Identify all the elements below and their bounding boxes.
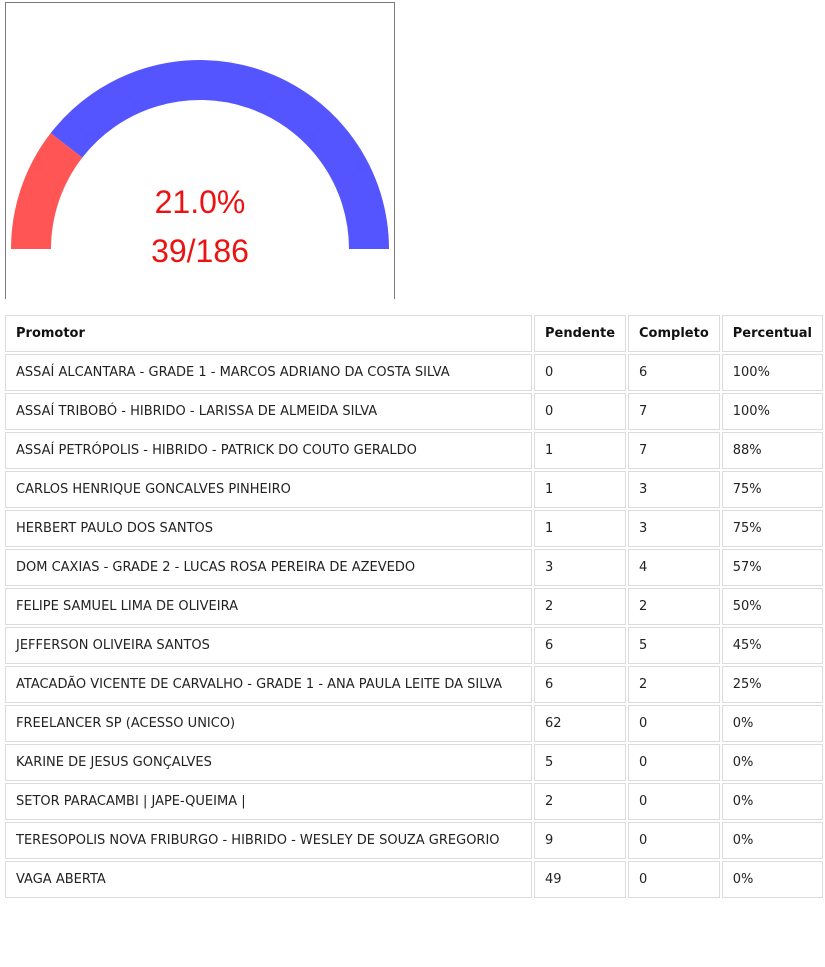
cell-pendente: 2 [534, 588, 626, 625]
cell-completo: 0 [628, 783, 720, 820]
table-row [5, 822, 823, 859]
gauge-chart [5, 2, 395, 299]
cell-percentual: 75% [722, 471, 823, 508]
cell-pendente: 5 [534, 744, 626, 781]
cell-percentual: 0% [722, 822, 823, 859]
cell-completo: 2 [628, 588, 720, 625]
cell-promotor: SETOR PARACAMBI | JAPE-QUEIMA | [5, 783, 532, 820]
cell-pendente: 6 [534, 666, 626, 703]
cell-percentual: 25% [722, 666, 823, 703]
cell-promotor: ATACADÃO VICENTE DE CARVALHO - GRADE 1 - ANA PAULA LEITE DA SILVA [5, 666, 532, 703]
cell-percentual: 100% [722, 354, 823, 391]
cell-promotor: KARINE DE JESUS GONÇALVES [5, 744, 532, 781]
table-row [5, 549, 823, 586]
table-row [5, 744, 823, 781]
cell-pendente: 6 [534, 627, 626, 664]
cell-promotor: JEFFERSON OLIVEIRA SANTOS [5, 627, 532, 664]
cell-promotor: VAGA ABERTA [5, 861, 532, 898]
cell-percentual: 0% [722, 705, 823, 742]
cell-completo: 3 [628, 471, 720, 508]
cell-percentual: 0% [722, 861, 823, 898]
cell-promotor: DOM CAXIAS - GRADE 2 - LUCAS ROSA PEREIRA DE AZEVEDO [5, 549, 532, 586]
table-row [5, 705, 823, 742]
cell-pendente: 1 [534, 432, 626, 469]
cell-pendente: 1 [534, 510, 626, 547]
cell-pendente: 2 [534, 783, 626, 820]
cell-promotor: HERBERT PAULO DOS SANTOS [5, 510, 532, 547]
cell-completo: 0 [628, 744, 720, 781]
cell-percentual: 0% [722, 744, 823, 781]
cell-percentual: 50% [722, 588, 823, 625]
table-row [5, 627, 823, 664]
header-completo: Completo [628, 315, 720, 352]
cell-completo: 7 [628, 393, 720, 430]
table-row [5, 510, 823, 547]
cell-promotor: ASSAÍ PETRÓPOLIS - HIBRIDO - PATRICK DO COUTO GERALDO [5, 432, 532, 469]
cell-completo: 4 [628, 549, 720, 586]
header-pendente: Pendente [534, 315, 626, 352]
cell-pendente: 1 [534, 471, 626, 508]
cell-completo: 6 [628, 354, 720, 391]
cell-completo: 5 [628, 627, 720, 664]
cell-pendente: 9 [534, 822, 626, 859]
table-row [5, 783, 823, 820]
cell-percentual: 45% [722, 627, 823, 664]
table-row [5, 393, 823, 430]
gauge-arc-completed [31, 145, 66, 249]
cell-promotor: FREELANCER SP (ACESSO UNICO) [5, 705, 532, 742]
cell-percentual: 75% [722, 510, 823, 547]
cell-pendente: 0 [534, 354, 626, 391]
cell-completo: 3 [628, 510, 720, 547]
cell-percentual: 0% [722, 783, 823, 820]
table-row [5, 471, 823, 508]
table-header-row [5, 315, 823, 352]
cell-completo: 0 [628, 861, 720, 898]
table-row [5, 861, 823, 898]
cell-completo: 0 [628, 705, 720, 742]
table-row [5, 666, 823, 703]
header-promotor: Promotor [5, 315, 532, 352]
promotores-table [3, 313, 825, 900]
cell-percentual: 100% [722, 393, 823, 430]
cell-percentual: 88% [722, 432, 823, 469]
cell-completo: 0 [628, 822, 720, 859]
cell-promotor: TERESOPOLIS NOVA FRIBURGO - HIBRIDO - WESLEY DE SOUZA GREGORIO [5, 822, 532, 859]
table-row [5, 354, 823, 391]
cell-pendente: 3 [534, 549, 626, 586]
table-row [5, 432, 823, 469]
cell-promotor: CARLOS HENRIQUE GONCALVES PINHEIRO [5, 471, 532, 508]
gauge-svg [6, 3, 396, 300]
gauge-percent-label: 21.0% [154, 184, 246, 220]
cell-completo: 2 [628, 666, 720, 703]
table-body [5, 354, 823, 898]
cell-percentual: 57% [722, 549, 823, 586]
gauge-fraction-label: 39/186 [151, 233, 249, 269]
cell-pendente: 62 [534, 705, 626, 742]
gauge-arc-remaining [66, 80, 369, 249]
cell-promotor: ASSAÍ ALCANTARA - GRADE 1 - MARCOS ADRIANO DA COSTA SILVA [5, 354, 532, 391]
header-percentual: Percentual [722, 315, 823, 352]
cell-promotor: FELIPE SAMUEL LIMA DE OLIVEIRA [5, 588, 532, 625]
cell-pendente: 0 [534, 393, 626, 430]
cell-pendente: 49 [534, 861, 626, 898]
cell-promotor: ASSAÍ TRIBOBÓ - HIBRIDO - LARISSA DE ALMEIDA SILVA [5, 393, 532, 430]
cell-completo: 7 [628, 432, 720, 469]
table-row [5, 588, 823, 625]
